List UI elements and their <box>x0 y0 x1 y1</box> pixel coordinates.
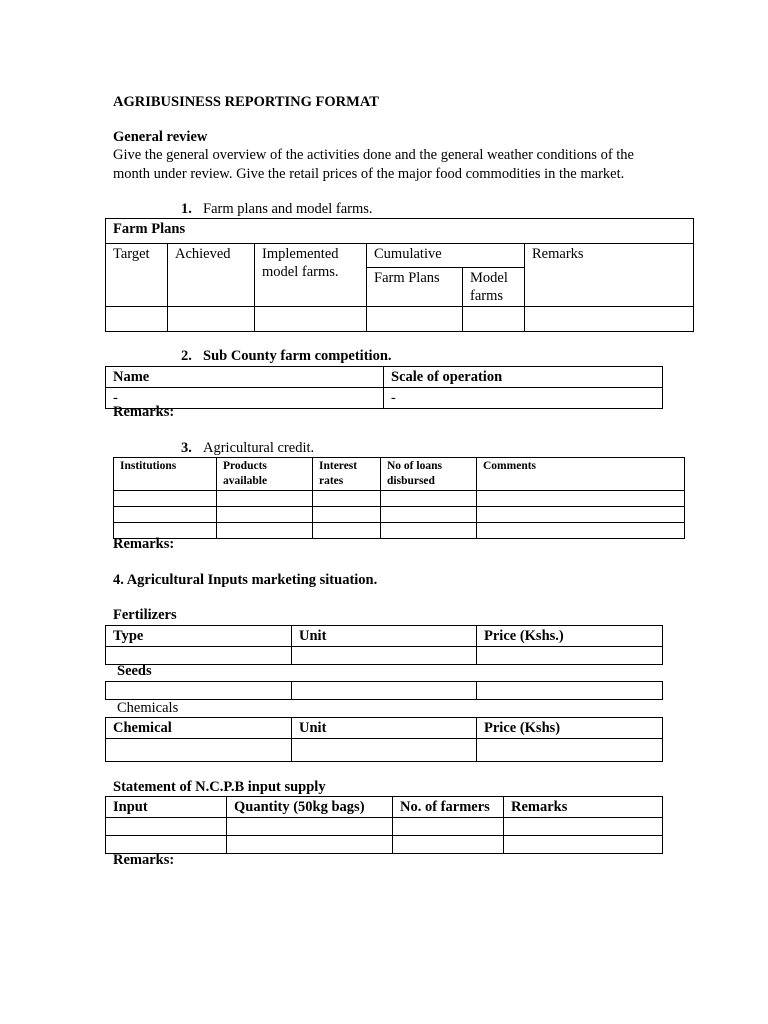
section3-number: 3. <box>181 440 192 456</box>
table-cell[interactable] <box>106 307 168 332</box>
col-quantity: Quantity (50kg bags) <box>227 797 393 818</box>
table-row <box>106 307 694 332</box>
fertilizers-heading: Fertilizers <box>113 607 177 623</box>
table-row <box>106 836 663 854</box>
chemicals-table <box>105 717 663 762</box>
table-row <box>106 388 663 409</box>
col-scale-of-operation: Scale of operation <box>384 367 663 388</box>
table-cell[interactable] <box>367 307 463 332</box>
page-title: AGRIBUSINESS REPORTING FORMAT <box>113 94 379 110</box>
col-target: Target <box>106 244 168 307</box>
col-price: Price (Kshs) <box>477 718 663 739</box>
table-cell[interactable] <box>292 739 477 762</box>
col-input: Input <box>106 797 227 818</box>
table-row <box>106 739 663 762</box>
table-row <box>106 647 663 665</box>
section4-heading: 4. Agricultural Inputs marketing situation. <box>113 572 378 588</box>
table-cell[interactable] <box>477 523 685 539</box>
col-price: Price (Kshs.) <box>477 626 663 647</box>
section1-number: 1. <box>181 201 192 217</box>
seeds-heading: Seeds <box>117 663 152 679</box>
table-cell[interactable] <box>217 523 313 539</box>
col-interest-rates: Interest rates <box>313 458 381 491</box>
general-review-text-line1: Give the general overview of the activities done and the general weather conditions of the <box>113 147 634 163</box>
table-cell[interactable] <box>504 836 663 854</box>
farm-competition-table <box>105 366 663 409</box>
table-cell[interactable] <box>255 307 367 332</box>
cell-scale[interactable]: - <box>384 388 663 409</box>
table-row <box>114 523 685 539</box>
table-row <box>106 682 663 700</box>
col-achieved: Achieved <box>168 244 255 307</box>
subcol-farm-plans: Farm Plans <box>367 268 463 307</box>
table-row <box>114 491 685 507</box>
table-cell[interactable] <box>106 818 227 836</box>
col-implemented-model-farms: Implemented model farms. <box>255 244 367 307</box>
col-remarks: Remarks <box>525 244 694 307</box>
section1-title: Farm plans and model farms. <box>203 201 373 217</box>
general-review-heading: General review <box>113 129 208 145</box>
table-cell[interactable] <box>504 818 663 836</box>
seeds-table <box>105 681 663 700</box>
table-cell[interactable] <box>393 836 504 854</box>
table-row <box>114 507 685 523</box>
section3-title: Agricultural credit. <box>203 440 315 456</box>
cell-name[interactable]: - <box>106 388 384 409</box>
ncpb-remarks: Remarks: <box>113 852 175 868</box>
table-cell[interactable] <box>106 682 292 700</box>
table-cell[interactable] <box>381 491 477 507</box>
table-cell[interactable] <box>477 682 663 700</box>
col-products-available: Products available <box>217 458 313 491</box>
section2-title: Sub County farm competition. <box>203 348 392 364</box>
table-cell[interactable] <box>313 507 381 523</box>
table-cell[interactable] <box>292 682 477 700</box>
table-cell[interactable] <box>393 818 504 836</box>
table-cell[interactable] <box>477 507 685 523</box>
table-cell[interactable] <box>381 523 477 539</box>
col-type: Type <box>106 626 292 647</box>
table-cell[interactable] <box>477 647 663 665</box>
table-cell[interactable] <box>106 739 292 762</box>
table-cell[interactable] <box>168 307 255 332</box>
table-cell[interactable] <box>463 307 525 332</box>
col-institutions: Institutions <box>114 458 217 491</box>
col-comments: Comments <box>477 458 685 491</box>
col-no-of-loans: No of loans disbursed <box>381 458 477 491</box>
farm-plans-table <box>105 218 694 332</box>
table-cell[interactable] <box>106 647 292 665</box>
fertilizers-table <box>105 625 663 665</box>
section3-remarks: Remarks: <box>113 536 175 552</box>
agricultural-credit-table <box>113 457 685 539</box>
table-cell[interactable] <box>217 491 313 507</box>
col-name: Name <box>106 367 384 388</box>
section2-heading <box>181 348 392 365</box>
table-cell[interactable] <box>114 507 217 523</box>
subcol-model-farms: Model farms <box>463 268 525 307</box>
col-chemical: Chemical <box>106 718 292 739</box>
table-cell[interactable] <box>525 307 694 332</box>
farm-plans-table-title: Farm Plans <box>106 219 694 244</box>
table-cell[interactable] <box>477 491 685 507</box>
ncpb-heading: Statement of N.C.P.B input supply <box>113 779 326 795</box>
table-cell[interactable] <box>217 507 313 523</box>
col-no-of-farmers: No. of farmers <box>393 797 504 818</box>
col-unit: Unit <box>292 718 477 739</box>
table-cell[interactable] <box>313 491 381 507</box>
table-cell[interactable] <box>313 523 381 539</box>
table-row <box>106 818 663 836</box>
col-cumulative: Cumulative <box>367 244 525 268</box>
col-unit: Unit <box>292 626 477 647</box>
section2-remarks: Remarks: <box>113 404 175 420</box>
table-cell[interactable] <box>114 491 217 507</box>
table-cell[interactable] <box>227 836 393 854</box>
chemicals-heading: Chemicals <box>117 700 179 716</box>
section2-number: 2. <box>181 348 192 364</box>
table-cell[interactable] <box>106 836 227 854</box>
table-cell[interactable] <box>292 647 477 665</box>
col-remarks: Remarks <box>504 797 663 818</box>
table-cell[interactable] <box>381 507 477 523</box>
section1-heading <box>181 201 373 218</box>
table-cell[interactable] <box>477 739 663 762</box>
section3-heading <box>181 440 314 457</box>
general-review-text-line2: month under review. Give the retail prices of the major food commodities in the market. <box>113 166 625 182</box>
ncpb-input-supply-table <box>105 796 663 854</box>
table-cell[interactable] <box>227 818 393 836</box>
